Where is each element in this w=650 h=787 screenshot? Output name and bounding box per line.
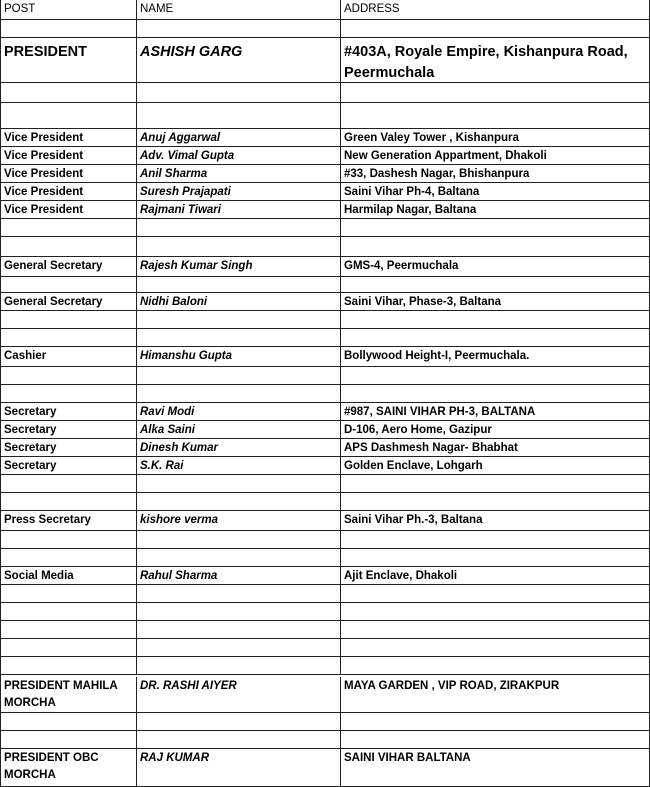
empty-cell[interactable] [1, 20, 137, 38]
post-cell[interactable]: Secretary [1, 403, 137, 421]
address-cell[interactable] [341, 475, 650, 493]
name-cell[interactable]: Anuj Aggarwal [137, 129, 341, 147]
name-cell[interactable] [137, 549, 341, 567]
name-cell[interactable]: Alka Saini [137, 421, 341, 439]
table-row [1, 385, 650, 403]
post-cell[interactable] [1, 713, 137, 731]
address-cell[interactable]: MAYA GARDEN , VIP ROAD, ZIRAKPUR [341, 677, 650, 713]
post-cell[interactable]: Vice President [1, 147, 137, 165]
post-cell[interactable] [1, 639, 137, 657]
name-cell[interactable] [137, 603, 341, 621]
header-row [1, 0, 650, 20]
post-cell[interactable]: Press Secretary [1, 511, 137, 531]
post-cell[interactable] [1, 237, 137, 257]
post-cell[interactable]: Secretary [1, 421, 137, 439]
table-row [1, 657, 650, 675]
address-cell[interactable] [341, 311, 650, 329]
name-cell[interactable]: Ravi Modi [137, 403, 341, 421]
table-row [1, 38, 650, 83]
table-row [1, 237, 650, 257]
post-cell[interactable]: PRESIDENT MAHILA MORCHA [1, 677, 137, 713]
name-cell[interactable]: Rajmani Tiwari [137, 201, 341, 219]
name-cell[interactable] [137, 385, 341, 403]
post-cell[interactable] [1, 493, 137, 511]
post-cell[interactable]: Vice President [1, 165, 137, 183]
name-cell[interactable] [137, 621, 341, 639]
table-row [1, 439, 650, 457]
name-cell[interactable] [137, 585, 341, 603]
name-cell[interactable]: Anil Sharma [137, 165, 341, 183]
post-cell[interactable] [1, 103, 137, 129]
table-row [1, 567, 650, 585]
name-cell[interactable]: RAJ KUMAR [137, 749, 341, 787]
column-header-address[interactable]: ADDRESS [341, 0, 650, 20]
address-cell[interactable]: APS Dashmesh Nagar- Bhabhat [341, 439, 650, 457]
address-cell[interactable] [341, 219, 650, 237]
name-cell[interactable] [137, 329, 341, 347]
column-header-post[interactable]: POST [1, 0, 137, 20]
table-row [1, 277, 650, 293]
table-row [1, 713, 650, 731]
name-cell[interactable] [137, 713, 341, 731]
address-cell[interactable] [341, 83, 650, 103]
address-cell[interactable]: Saini Vihar, Phase-3, Baltana [341, 293, 650, 311]
name-cell[interactable]: Suresh Prajapati [137, 183, 341, 201]
table-row [1, 549, 650, 567]
post-cell[interactable] [1, 83, 137, 103]
post-cell[interactable]: Vice President [1, 129, 137, 147]
post-cell[interactable]: Secretary [1, 457, 137, 475]
table-row [1, 293, 650, 311]
empty-cell[interactable] [341, 20, 650, 38]
address-cell[interactable] [341, 585, 650, 603]
address-cell[interactable] [341, 385, 650, 403]
post-cell[interactable] [1, 731, 137, 749]
name-cell[interactable] [137, 219, 341, 237]
post-cell[interactable] [1, 277, 137, 293]
address-cell[interactable] [341, 603, 650, 621]
table-row [1, 367, 650, 385]
post-cell[interactable]: PRESIDENT OBC MORCHA [1, 749, 137, 787]
spacer-row [1, 20, 650, 38]
address-cell[interactable]: D-106, Aero Home, Gazipur [341, 421, 650, 439]
table-row [1, 511, 650, 531]
address-cell[interactable]: Saini Vihar Ph-4, Baltana [341, 183, 650, 201]
table-row [1, 201, 650, 219]
table-row [1, 183, 650, 201]
name-cell[interactable]: ASHISH GARG [137, 38, 341, 83]
post-cell[interactable]: Vice President [1, 183, 137, 201]
post-cell[interactable]: General Secretary [1, 293, 137, 311]
name-cell[interactable]: DR. RASHI AIYER [137, 677, 341, 713]
address-cell[interactable] [341, 713, 650, 731]
address-cell[interactable]: Green Valey Tower , Kishanpura [341, 129, 650, 147]
table-row [1, 493, 650, 511]
name-cell[interactable] [137, 731, 341, 749]
address-cell[interactable] [341, 103, 650, 129]
post-cell[interactable] [1, 311, 137, 329]
name-cell[interactable]: Rajesh Kumar Singh [137, 257, 341, 277]
address-cell[interactable] [341, 621, 650, 639]
name-cell[interactable]: S.K. Rai [137, 457, 341, 475]
name-cell[interactable] [137, 103, 341, 129]
address-cell[interactable] [341, 731, 650, 749]
name-cell[interactable] [137, 83, 341, 103]
name-cell[interactable] [137, 475, 341, 493]
post-cell[interactable]: Vice President [1, 201, 137, 219]
post-cell[interactable] [1, 531, 137, 549]
table-row [1, 83, 650, 103]
name-cell[interactable] [137, 277, 341, 293]
table-row [1, 585, 650, 603]
table-row [1, 103, 650, 129]
table-row [1, 165, 650, 183]
post-cell[interactable] [1, 367, 137, 385]
table-row [1, 457, 650, 475]
table-row [1, 347, 650, 367]
post-cell[interactable] [1, 603, 137, 621]
address-cell[interactable]: New Generation Appartment, Dhakoli [341, 147, 650, 165]
address-cell[interactable] [341, 657, 650, 675]
address-cell[interactable]: GMS-4, Peermuchala [341, 257, 650, 277]
name-cell[interactable]: Dinesh Kumar [137, 439, 341, 457]
address-cell[interactable]: #33, Dashesh Nagar, Bhishanpura [341, 165, 650, 183]
address-cell[interactable]: Saini Vihar Ph.-3, Baltana [341, 511, 650, 531]
table-row [1, 257, 650, 277]
address-cell[interactable]: Bollywood Height-I, Peermuchala. [341, 347, 650, 367]
name-cell[interactable]: Himanshu Gupta [137, 347, 341, 367]
address-cell[interactable]: SAINI VIHAR BALTANA [341, 749, 650, 787]
address-cell[interactable] [341, 237, 650, 257]
address-cell[interactable]: #987, SAINI VIHAR PH-3, BALTANA [341, 403, 650, 421]
table-row [1, 311, 650, 329]
post-cell[interactable] [1, 219, 137, 237]
address-cell[interactable]: #403A, Royale Empire, Kishanpura Road, Peermuchala [341, 38, 650, 83]
address-cell[interactable] [341, 367, 650, 385]
name-cell[interactable] [137, 493, 341, 511]
address-cell[interactable]: Harmilap Nagar, Baltana [341, 201, 650, 219]
name-cell[interactable] [137, 639, 341, 657]
empty-cell[interactable] [137, 20, 341, 38]
address-cell[interactable] [341, 329, 650, 347]
table-row [1, 219, 650, 237]
name-cell[interactable] [137, 311, 341, 329]
table-row [1, 329, 650, 347]
post-cell[interactable]: Social Media [1, 567, 137, 585]
table-row [1, 677, 650, 713]
address-cell[interactable] [341, 277, 650, 293]
table-row [1, 403, 650, 421]
table-row [1, 475, 650, 493]
table-row [1, 749, 650, 787]
address-cell[interactable] [341, 493, 650, 511]
table-row [1, 147, 650, 165]
name-cell[interactable]: Nidhi Baloni [137, 293, 341, 311]
address-cell[interactable]: Ajit Enclave, Dhakoli [341, 567, 650, 585]
name-cell[interactable] [137, 657, 341, 675]
post-cell[interactable]: General Secretary [1, 257, 137, 277]
column-header-name[interactable]: NAME [137, 0, 341, 20]
post-cell[interactable] [1, 475, 137, 493]
name-cell[interactable]: Rahul Sharma [137, 567, 341, 585]
post-cell[interactable] [1, 585, 137, 603]
table-row [1, 531, 650, 549]
post-cell[interactable] [1, 385, 137, 403]
table-row [1, 421, 650, 439]
post-cell[interactable]: Secretary [1, 439, 137, 457]
post-cell[interactable]: PRESIDENT [1, 38, 137, 83]
table-row [1, 603, 650, 621]
address-cell[interactable] [341, 531, 650, 549]
table-row [1, 129, 650, 147]
post-cell[interactable]: Cashier [1, 347, 137, 367]
name-cell[interactable]: Adv. Vimal Gupta [137, 147, 341, 165]
post-cell[interactable] [1, 329, 137, 347]
table-row [1, 639, 650, 657]
address-cell[interactable] [341, 639, 650, 657]
post-cell[interactable] [1, 657, 137, 675]
name-cell[interactable]: kishore verma [137, 511, 341, 531]
address-cell[interactable] [341, 549, 650, 567]
post-cell[interactable] [1, 621, 137, 639]
post-cell[interactable] [1, 549, 137, 567]
name-cell[interactable] [137, 237, 341, 257]
name-cell[interactable] [137, 531, 341, 549]
table-row [1, 731, 650, 749]
table-row [1, 621, 650, 639]
name-cell[interactable] [137, 367, 341, 385]
address-cell[interactable]: Golden Enclave, Lohgarh [341, 457, 650, 475]
